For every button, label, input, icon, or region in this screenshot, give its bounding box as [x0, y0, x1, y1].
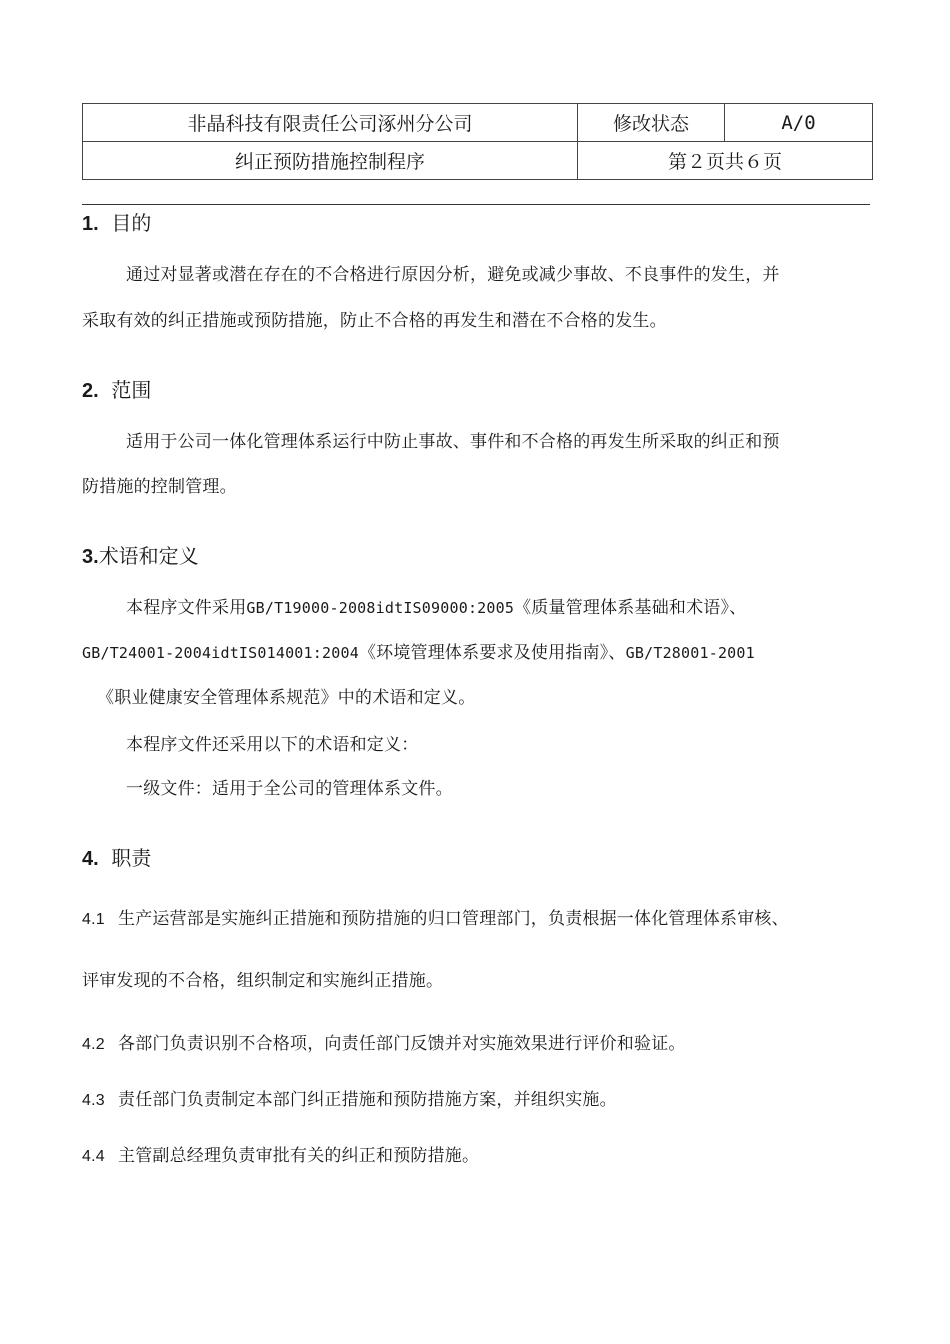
section-2-number: 2. [82, 380, 99, 402]
section-1-number: 1. [82, 213, 99, 235]
section-4-heading [82, 842, 151, 871]
section-3-line-1 [126, 593, 746, 618]
item-text: 生产运营部是实施纠正措施和预防措施的归口管理部门，负责根据一体化管理体系审核、 [118, 909, 789, 929]
section-3-heading [82, 540, 199, 569]
section-1-line-1: 通过对显著或潜在存在的不合格进行原因分析，避免或减少事故、不良事件的发生，并 [126, 265, 780, 285]
item-number: 4.4 [82, 1148, 105, 1165]
standard-code-gb28001: GB/T28001-2001 [625, 644, 755, 662]
document-header-table [82, 103, 873, 180]
responsibility-item-4-2 [82, 1029, 686, 1054]
section-1-title: 目的 [111, 211, 152, 235]
section-4-number: 4. [82, 848, 99, 870]
section-3-line-2 [82, 638, 755, 663]
item-number: 4.3 [82, 1092, 105, 1109]
section-3-title: 术语和定义 [98, 544, 199, 568]
header-divider [82, 204, 870, 205]
revision-label: 修改状态 [578, 104, 725, 142]
item-number: 4.2 [82, 1036, 105, 1053]
section-3-line-3: 《职业健康安全管理体系规范》中的术语和定义。 [97, 688, 476, 708]
section-2-line-1: 适用于公司一体化管理体系运行中防止事故、事件和不合格的再发生所采取的纠正和预 [126, 432, 780, 452]
section-1-line-2: 采取有效的纠正措施或预防措施，防止不合格的再发生和潜在不合格的发生。 [82, 311, 667, 331]
section-2-title: 范围 [111, 378, 152, 402]
standard-code-iso14001: GB/T24001-2004idtIS014001:2004 [82, 644, 359, 662]
revision-value: A/0 [725, 104, 873, 142]
section-3-line-1-text: 本程序文件采用 [126, 598, 247, 618]
section-3-line-2-text: 《环境管理体系要求及使用指南》、 [358, 643, 626, 663]
responsibility-item-4-1 [82, 904, 789, 929]
item-number: 4.1 [82, 911, 105, 928]
section-3-line-5: 一级文件：适用于全公司的管理体系文件。 [126, 779, 453, 799]
item-text: 各部门负责识别不合格项，向责任部门反馈并对实施效果进行评价和验证。 [118, 1034, 686, 1054]
header-row-2 [83, 142, 873, 180]
section-3-line-1-tail: 《质量管理体系基础和术语》、 [514, 598, 747, 618]
item-text: 主管副总经理负责审批有关的纠正和预防措施。 [118, 1146, 480, 1166]
company-name: 非晶科技有限责任公司涿州分公司 [83, 104, 578, 142]
section-2-line-2: 防措施的控制管理。 [82, 477, 237, 497]
section-4-title: 职责 [111, 846, 152, 870]
section-3-number: 3. [82, 546, 99, 568]
header-row-1 [83, 104, 873, 142]
document-title: 纠正预防措施控制程序 [83, 142, 578, 180]
page-info: 第２页共６页 [578, 142, 873, 180]
section-1-heading [82, 207, 151, 236]
item-text: 责任部门负责制定本部门纠正措施和预防措施方案，并组织实施。 [118, 1090, 617, 1110]
responsibility-item-4-4 [82, 1141, 479, 1166]
section-3-line-4: 本程序文件还采用以下的术语和定义： [126, 735, 419, 755]
standard-code-iso9000: GB/T19000-2008idtIS09000:2005 [246, 599, 515, 617]
responsibility-item-4-1-cont: 评审发现的不合格，组织制定和实施纠正措施。 [82, 971, 444, 991]
responsibility-item-4-3 [82, 1085, 617, 1110]
section-2-heading [82, 374, 151, 403]
